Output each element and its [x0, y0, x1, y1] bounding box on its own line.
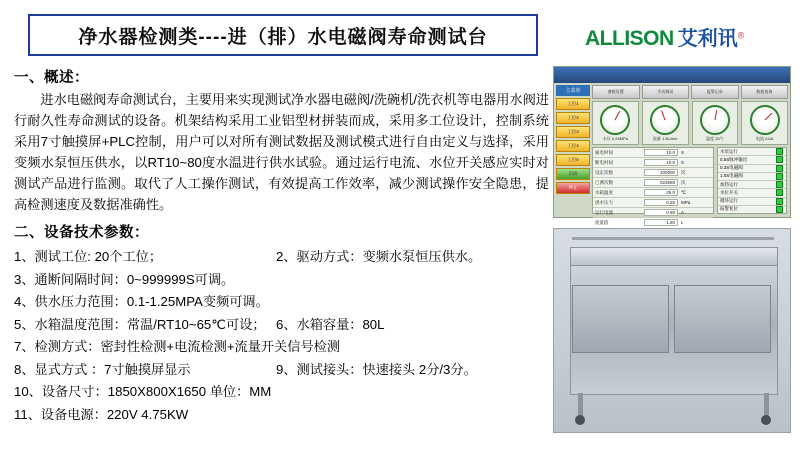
status-row	[718, 189, 786, 197]
status-row	[718, 165, 786, 173]
status-led-icon	[776, 173, 783, 180]
param-label: 设定次数	[595, 169, 613, 175]
status-row	[718, 148, 786, 156]
hmi-menu-item: 工位5	[556, 154, 590, 166]
status-row	[718, 198, 786, 206]
param-unit: 次	[681, 169, 686, 175]
machine-caster	[761, 415, 771, 425]
param-unit: 次	[681, 179, 686, 185]
gauge-dial-icon	[700, 105, 730, 135]
table-row	[593, 218, 713, 227]
status-label: 水位开关	[720, 189, 738, 195]
status-row	[718, 156, 786, 164]
gauge-dial-icon	[600, 105, 630, 135]
hmi-parameter-table	[592, 147, 714, 225]
hmi-menu-item: 工位2	[556, 112, 590, 124]
table-row	[593, 198, 713, 208]
hmi-tab: 数据查询	[741, 85, 789, 99]
table-row	[593, 148, 713, 158]
brand-name-latin: ALLISON	[585, 27, 674, 50]
table-row	[593, 168, 713, 178]
status-label: 报警复位	[720, 206, 738, 212]
spec-item: 11、设备电源：220V 4.75KW	[14, 406, 189, 422]
param-value: 10.0	[644, 149, 678, 156]
status-led-icon	[776, 156, 783, 163]
spec-item: 2、驱动方式：变频水泵恒压供水。	[276, 249, 482, 264]
registered-trademark-icon: ®	[737, 30, 745, 41]
param-label: 供水压力	[595, 199, 613, 205]
spec-row	[14, 291, 549, 314]
spec-row	[14, 404, 549, 427]
gauge-dial-icon	[750, 105, 780, 135]
machine-frame-rail	[572, 237, 774, 240]
section-overview-paragraph: 进水电磁阀寿命测试台，主要用来实现测试净水器电磁阀/洗碗机/洗衣机等电器用水阀进行耐久性寿命测试的设备。机架结构采用工业铝型材拼装而成，采用多工位设计，控制系统采用7寸触摸屏+PLC控制，用户可以对所有测试数据及测试模式进行自由定义与选择，采用变频水泵恒压供水，以RT10~80度水温进行供水试验。通过运行电流、水位开关感应实时对测试产品进行监测。取代了人工操作测试，有效提高工作效率，减少测试操作安全隐患，提高检测速度及数据准确性。	[14, 92, 549, 212]
hmi-stop-button: 停止	[556, 182, 590, 194]
page-title-banner	[28, 14, 538, 56]
param-value: 0.25	[644, 199, 678, 206]
gauge-label: 水压 0.25MPa	[602, 135, 628, 141]
param-unit: S	[681, 160, 685, 165]
hmi-gauge	[741, 101, 788, 145]
gauge-label: 流量 1.8L/min	[652, 135, 678, 141]
status-row	[718, 206, 786, 213]
spec-item: 3、通断间隔时间：0~999999S可调。	[14, 271, 235, 287]
param-unit: S	[681, 150, 685, 155]
hmi-gauge	[592, 101, 639, 145]
spec-item: 8、显式方式 ：7寸触摸屏显示	[14, 361, 191, 377]
param-value: 10.0	[644, 159, 678, 166]
gauge-label: 温度 25℃	[706, 135, 724, 141]
hmi-menu-item: 工位4	[556, 140, 590, 152]
hmi-status-panel	[717, 147, 787, 214]
spec-list	[14, 246, 549, 426]
machine-caster	[575, 415, 585, 425]
table-row	[593, 158, 713, 168]
hmi-menu-item: 工位3	[556, 126, 590, 138]
hmi-tab: 手动调试	[642, 85, 690, 99]
hmi-tabbar	[592, 85, 788, 99]
spec-item: 1、测试工位: 20个工位；	[14, 249, 163, 264]
param-unit: A	[681, 210, 685, 215]
spec-row	[14, 381, 549, 404]
table-row	[593, 188, 713, 198]
spec-row	[14, 269, 549, 292]
param-label: 断电时间	[595, 159, 613, 165]
gauge-dial-icon	[650, 105, 680, 135]
hmi-titlebar	[554, 67, 790, 83]
spec-row	[14, 359, 549, 382]
table-row	[593, 208, 713, 218]
status-led-icon	[776, 198, 783, 205]
spec-row	[14, 336, 549, 359]
spec-item: 10、设备尺寸：1850X800X1650 单位：MM	[14, 384, 272, 399]
param-label: 运行电流	[595, 209, 613, 215]
spec-item: 4、供水压力范围：0.1-1.25MPA变频可调。	[14, 294, 269, 309]
hmi-screenshot	[553, 66, 791, 225]
hmi-menu-item: 工位1	[556, 98, 590, 110]
hmi-gauge-row	[592, 101, 788, 145]
hmi-side-menu	[556, 85, 590, 215]
spec-row	[14, 314, 549, 337]
param-value: 0.60	[644, 209, 678, 216]
hmi-tab: 报警记录	[691, 85, 739, 99]
machine-door-left	[572, 285, 669, 353]
table-row	[593, 178, 713, 188]
section-overview-heading: 一、概述：	[14, 70, 89, 86]
status-label: 水泵运行	[720, 148, 738, 154]
param-label: 流量值	[595, 219, 609, 225]
status-label: 1.0S电磁阀	[720, 173, 743, 179]
status-row	[718, 173, 786, 181]
param-label: 通电时间	[595, 149, 613, 155]
param-label: 已测次数	[595, 179, 613, 185]
param-value: 1.80	[644, 219, 678, 226]
param-value: 25.0	[644, 189, 678, 196]
document-body	[14, 64, 549, 426]
status-led-icon	[776, 148, 783, 155]
gauge-label: 电流 0.6A	[755, 135, 774, 141]
param-unit: L	[681, 220, 684, 225]
hmi-gauge	[642, 101, 689, 145]
section-specs-heading: 二、设备技术参数：	[14, 225, 149, 241]
param-value: 100000	[644, 169, 678, 176]
spec-row	[14, 246, 549, 269]
brand-logo	[585, 22, 790, 56]
status-label: 0.5S脉冲输出	[720, 156, 748, 162]
hmi-gauge	[692, 101, 739, 145]
status-label: 加热运行	[720, 181, 738, 187]
status-led-icon	[776, 189, 783, 196]
status-led-icon	[776, 206, 783, 213]
status-row	[718, 181, 786, 189]
param-unit: MPa	[681, 200, 691, 205]
status-led-icon	[776, 165, 783, 172]
param-value: 023568	[644, 179, 678, 186]
param-label: 水箱温度	[595, 189, 613, 195]
hmi-menu-title: 主菜单	[556, 85, 590, 96]
spec-item: 6、水箱容量：80L	[276, 316, 385, 332]
machine-door-right	[674, 285, 771, 353]
status-led-icon	[776, 181, 783, 188]
spec-item: 7、检测方式：密封性检测+电流检测+流量开关信号检测	[14, 339, 341, 354]
hmi-tab: 参数设置	[592, 85, 640, 99]
brand-name-cn: 艾利讯	[677, 28, 738, 50]
status-label: 0.3S电磁阀	[720, 165, 743, 171]
spec-item: 5、水箱温度范围：常温/RT10~65℃可设；	[14, 316, 266, 332]
param-unit: ℃	[681, 189, 687, 195]
spec-item: 9、测试接头：快速接头 2分/3分。	[276, 361, 477, 377]
status-label: 循环运行	[720, 198, 738, 204]
equipment-photo	[553, 228, 791, 433]
hmi-start-button: 启动	[556, 168, 590, 180]
page-title: 净水器检测类----进（排）水电磁阀寿命测试台	[78, 26, 488, 48]
